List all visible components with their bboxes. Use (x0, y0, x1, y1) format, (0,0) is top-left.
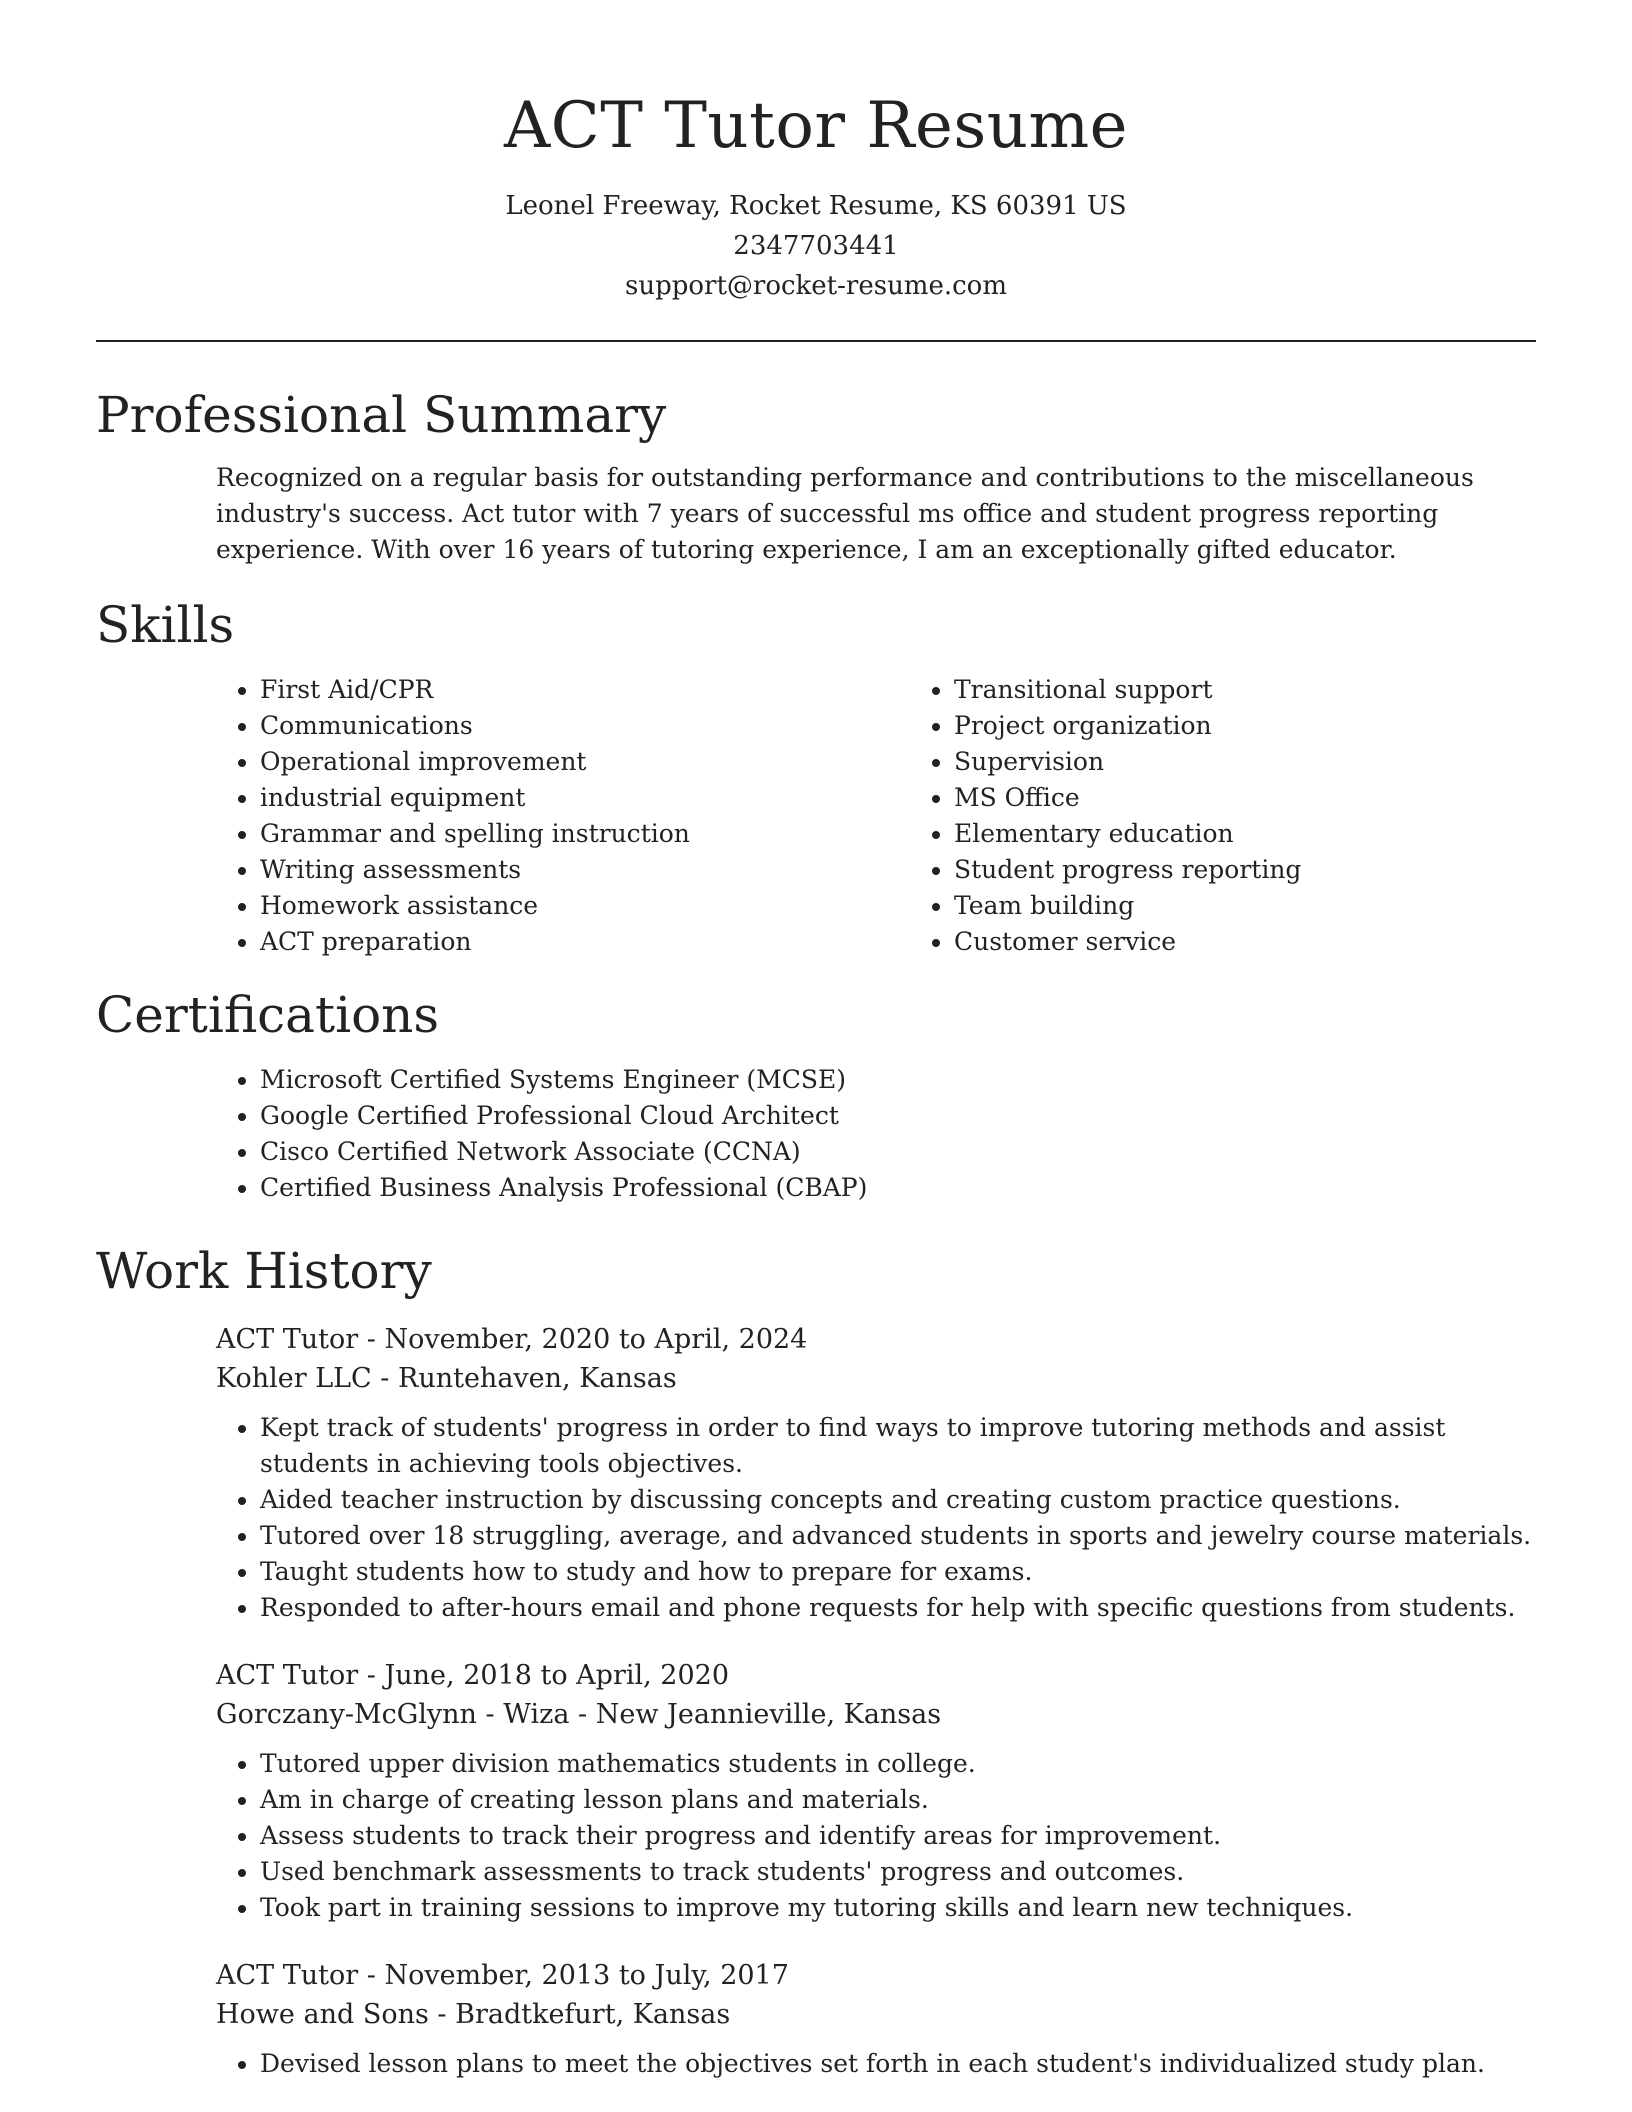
skill-item: • ACT preparation (260, 924, 910, 960)
summary-section (96, 380, 1536, 568)
header-divider (96, 340, 1536, 342)
job-entry (216, 1656, 1536, 1926)
skill-item: • Communications (260, 708, 910, 744)
summary-body (216, 460, 1536, 568)
skill-item: • Homework assistance (260, 888, 910, 924)
skills-columns (216, 672, 1536, 960)
phone-line: 2347703441 (733, 231, 899, 261)
skill-item: • Student progress reporting (954, 852, 1604, 888)
job-bullet: • Taught students how to study and how to prepare for exams. (260, 1554, 1536, 1590)
skill-item: • Team building (954, 888, 1604, 924)
job-bullet: • Devised lesson plans to meet the objectives set forth in each student's individualized study plan. (260, 2046, 1536, 2082)
job-company-location: Howe and Sons - Bradtkefurt, Kansas (216, 1999, 731, 2030)
summary-text: Recognized on a regular basis for outstanding performance and contributions to the miscellaneous industry's success. Act tutor with 7 years of successful ms office and student progress reporting experience. With over 16 years of tutoring experience, I am an exceptionally gifted educator. (216, 463, 1474, 564)
work-history-section (96, 1236, 1536, 2082)
job-bullet: • Tutored upper division mathematics students in college. (260, 1746, 1536, 1782)
certifications-list (216, 1062, 1536, 1206)
job-bullet: • Tutored over 18 struggling, average, and advanced students in sports and jewelry course materials. (260, 1518, 1536, 1554)
certification-item: • Cisco Certified Network Associate (CCNA) (260, 1134, 1536, 1170)
skills-heading: Skills (96, 596, 235, 654)
job-bullet: • Assess students to track their progress and identify areas for improvement. (260, 1818, 1536, 1854)
job-bullet-list (216, 1746, 1536, 1926)
skill-item: • Grammar and spelling instruction (260, 816, 910, 852)
job-entry (216, 1320, 1536, 1626)
skill-item: • Writing assessments (260, 852, 910, 888)
skills-list-left (216, 672, 910, 960)
skill-item: • MS Office (954, 780, 1604, 816)
certification-item: • Google Certified Professional Cloud Architect (260, 1098, 1536, 1134)
job-bullet: • Used benchmark assessments to track students' progress and outcomes. (260, 1854, 1536, 1890)
skill-item: • First Aid/CPR (260, 672, 910, 708)
resume-header (96, 0, 1536, 306)
skill-item: • Elementary education (954, 816, 1604, 852)
job-bullet: • Kept track of students' progress in order to find ways to improve tutoring methods and assist students in achieving tools objectives. (260, 1410, 1536, 1482)
job-company-location: Gorczany-McGlynn - Wiza - New Jeannieville, Kansas (216, 1699, 942, 1730)
skills-list-right (910, 672, 1604, 960)
certification-item: • Certified Business Analysis Professional (CBAP) (260, 1170, 1536, 1206)
job-company-location: Kohler LLC - Runtehaven, Kansas (216, 1363, 677, 1394)
skill-item: • Transitional support (954, 672, 1604, 708)
resume-title: ACT Tutor Resume (504, 89, 1128, 163)
job-bullet: • Responded to after-hours email and phone requests for help with specific questions from students. (260, 1590, 1536, 1626)
job-bullet: • Am in charge of creating lesson plans and materials. (260, 1782, 1536, 1818)
job-bullet-list (216, 1410, 1536, 1626)
certifications-section (96, 980, 1536, 1206)
skill-item: • Operational improvement (260, 744, 910, 780)
skills-section (96, 590, 1536, 960)
job-bullet: • Took part in training sessions to improve my tutoring skills and learn new techniques. (260, 1890, 1536, 1926)
job-title-dates: ACT Tutor - November, 2020 to April, 2024 (216, 1324, 808, 1355)
job-bullet: • Aided teacher instruction by discussing concepts and creating custom practice questions. (260, 1482, 1536, 1518)
certification-item: • Microsoft Certified Systems Engineer (MCSE) (260, 1062, 1536, 1098)
skill-item: • industrial equipment (260, 780, 910, 816)
work-history-heading: Work History (96, 1242, 432, 1300)
skill-item: • Supervision (954, 744, 1604, 780)
summary-heading: Professional Summary (96, 386, 667, 444)
job-entry (216, 1956, 1536, 2082)
certifications-body (216, 1062, 1536, 1206)
resume-page (96, 0, 1536, 2112)
contact-block (96, 186, 1536, 306)
job-title-dates: ACT Tutor - November, 2013 to July, 2017 (216, 1960, 789, 1991)
job-title-dates: ACT Tutor - June, 2018 to April, 2020 (216, 1660, 730, 1691)
address-line: Leonel Freeway, Rocket Resume, KS 60391 US (505, 191, 1127, 221)
job-bullet-list (216, 2046, 1536, 2082)
skill-item: • Project organization (954, 708, 1604, 744)
certifications-heading: Certifications (96, 986, 440, 1044)
skill-item: • Customer service (954, 924, 1604, 960)
email-line: support@rocket-resume.com (624, 271, 1007, 301)
